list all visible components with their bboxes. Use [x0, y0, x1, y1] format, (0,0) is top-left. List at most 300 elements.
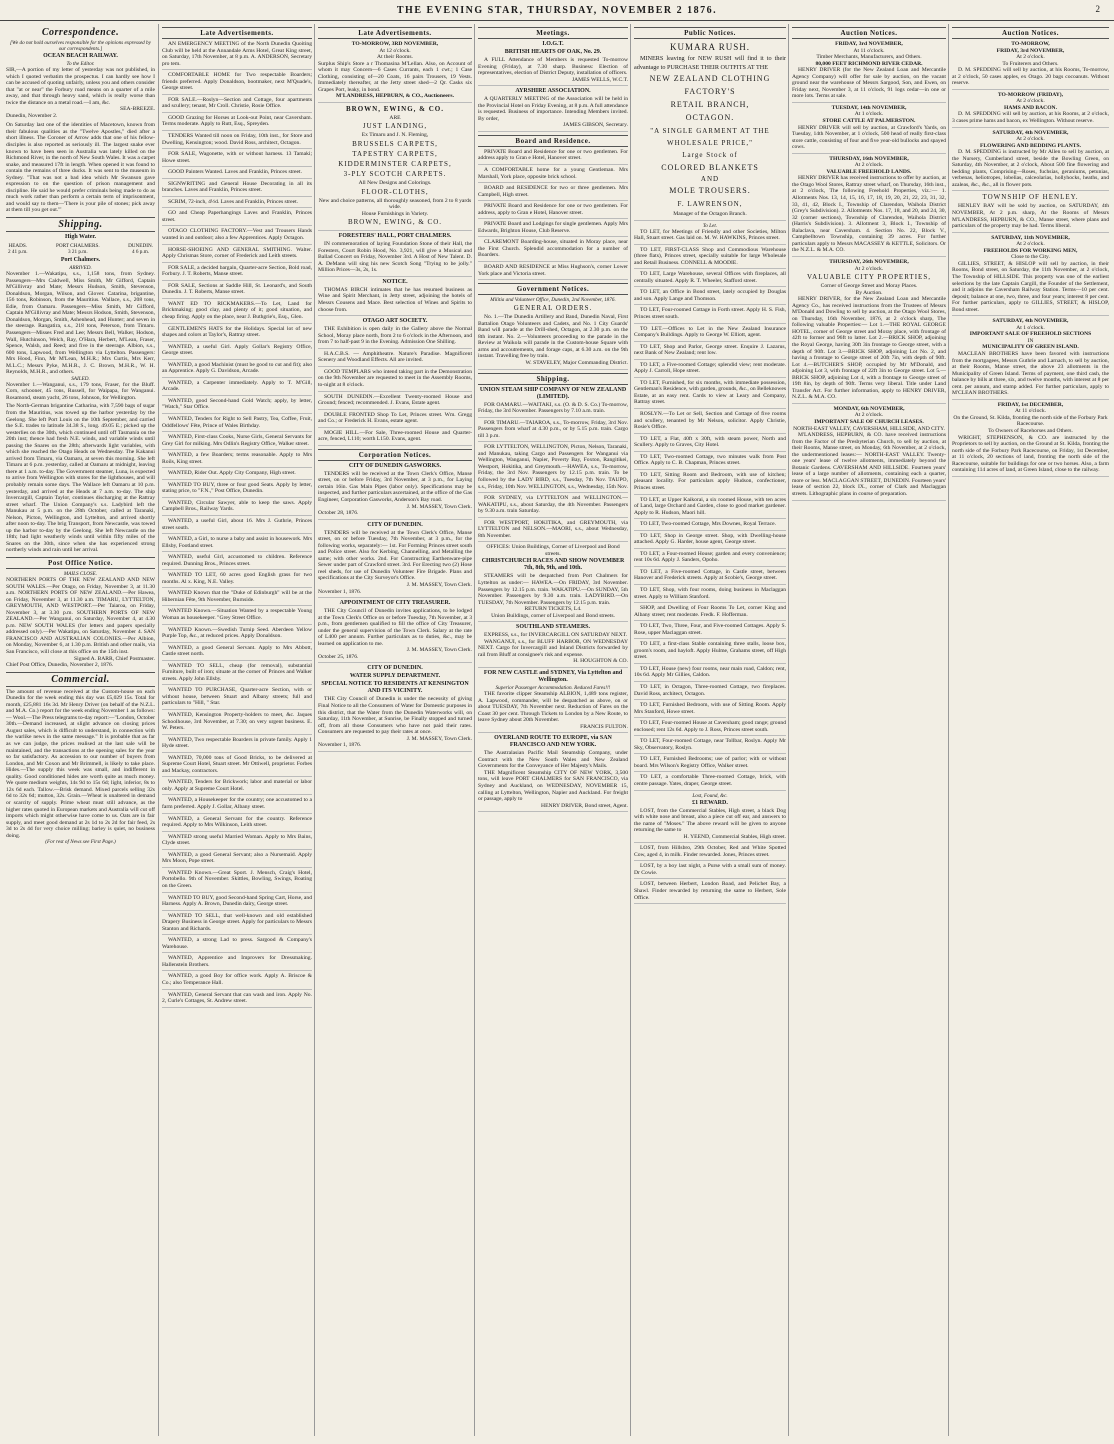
- ayrshire-ad: [478, 88, 628, 132]
- to-let-ad-text: TO LET, Four-roomed Cottage in Forth street. Apply H. S. Fish, Princes street south.: [634, 307, 786, 321]
- treasurer-heading: APPOINTMENT OF CITY TREASURER.: [339, 600, 451, 607]
- kumara-text: MINERS leaving for NEW RUSH will find it to their advantage to PURCHASE THEIR OUTFITS AT THE: [634, 55, 786, 71]
- shipping-ads-heading: Shipping.: [478, 373, 628, 385]
- ad-text: D. M. SPEDDING will sell by auction, at his Rooms, at 2 o'clock, 3 cases prime hams and bacon, ex Wellington. Without reserve.: [952, 111, 1109, 125]
- ad-line: IMPORTANT SALE OF FREEHOLD SECTIONS: [969, 331, 1092, 338]
- overland-heading: OVERLAND ROUTE TO EUROPE, via SAN FRANCISCO AND NEW YORK.: [494, 735, 612, 749]
- ad-line: At 2 o'clock.: [854, 265, 884, 272]
- reward-heading: £1 REWARD.: [692, 799, 728, 806]
- ad-line: At 12 o'clock.: [379, 47, 411, 54]
- classified-ad: [162, 536, 312, 552]
- ad-line: FLOWERING AND BEDDING PLANTS.: [979, 142, 1081, 149]
- shipping-heading: Shipping.: [6, 217, 155, 232]
- ad-line: At 2 o'clock.: [1016, 98, 1045, 105]
- single-garment-slogan: "A SINGLE GARMENT AT THE WHOLESALE PRICE,": [650, 127, 770, 147]
- ad-text: GILLIES, STREET, & HISLOP will sell by auction, in their Rooms, Bond street, on Saturday, the 11th November, at 2 o'clock, The Township of HILLSIDE. This property was one of the earliest selections by the late Captain Cargill, the Founder of the Settlement, and it adjoins the Caversham Railway Station. Terms—10 per cent. deposit; balance at one, two, three, and four years; interest 8 per cent. For further particulars, apply to GILLIES, STREET, & HISLOP, Bond street.: [952, 260, 1109, 313]
- union-sailings-list: [478, 402, 628, 543]
- to-let-ad: [634, 720, 786, 736]
- ad-line: TO-MORROW,: [1011, 41, 1050, 47]
- ad-line: IN: [1027, 337, 1034, 344]
- post-office-heading: Post Office Notice.: [6, 557, 155, 569]
- classified-ad: [162, 712, 312, 735]
- classified-ad: [162, 834, 312, 850]
- classified-ad: [162, 362, 312, 378]
- ad-line: 80,000 FEET RICHMOND RIVER CEDAR.: [815, 60, 923, 67]
- iogt-ad: [478, 41, 628, 86]
- southland-text: EXPRESS, s.s., for INVERCARGILL ON SATURDAY NEXT.: [484, 632, 628, 639]
- to-let-ad-text: TO LET, for Meetings of Friendly and other Societies, Milton Hall, Stuart street. Gas laid on. M. W. HAWKINS, Princes street.: [634, 228, 786, 242]
- militia-text: No. 1.—The Dunedin Artillery and Band, Dunedin Naval, First Battalion Otago Volunteers and Cadets, and No. 1 City Guards' Band will parade at the Drill-shed, Octagon, at 2.30 p.m. on the 8th instant. No. 2.—Volunteers proceeding to the parade in the Review at Waikola will parade in the Custom-house Square with arms and accoutrements, and forage caps, at 6.30 a.m. on the 9th instant. Travelling free by train.: [478, 314, 628, 360]
- shipping-news: The North-German brigantine Catharina, with 7,590 bags of sugar from the Mauritius, was towed up the harbor yesterday by the Geelong. She left Port Louis on the 10th September, and carried the S.E. trades to latitude 34.38 S., long. 49.05 E.; picked up the westerlies on the 30th, which continued until off Tasmania on the 20th inst; thence had fresh N.E. winds, and variable winds until passing the Snares on the 28th; afterwards light variables, with which she reached the Otago Heads on Wednesday. The Kakanui arrived from Timaru, via Oamaru, at seven this morning. She left Timaru at 6 p.m. yesterday, called at Oamaru at midnight, leaving there at 1 a.m. to-day. The Government steamer, Luna, is expected to arrive from Wellington with stores for the lighthouses, and will probably remain some days. The Wallace left Oamaru at 10 p.m. yesterday, and arrived at the Heads at 7 a.m. to-day. The ship Invercargill, Captain Taylor, continues discharging at the Rattray street wharf. The Union Company's s.s. Ladybird left the Manukau at 5 p.m. on the 28th October, called at Taranaki, Nelson, Picton, Wellington, and Lyttelton, and arrived shortly after noon to-day. The brig Transport, from Newcastle, was towed up the harbor to-day by the Geelong. She left Newcastle on the 18th; had light weatherly winds until within fifty miles of the Snares on the 30th, since when she has experienced strong northerly winds and rain until her arrival.: [6, 403, 155, 554]
- to-let-ad: [634, 587, 786, 603]
- board-ad: [478, 264, 628, 280]
- to-let-ad-text: SHOP, and Dwelling of Four Rooms To Let, corner King and Albany street; rent moderate. Fredk. F. Hofferman.: [634, 605, 786, 618]
- late-ads-heading: Late Advertisements.: [162, 27, 312, 39]
- sailing-ad: [478, 402, 628, 418]
- ad-line: At 1 o'clock.: [1016, 324, 1045, 331]
- masthead: [0, 0, 1114, 21]
- column-6: [788, 24, 949, 1436]
- ad-line: New and choice patterns, all thoroughly seasoned, from 2 to 8 yards wide.: [318, 197, 472, 211]
- board-residence-heading: Board and Residence.: [478, 135, 628, 147]
- classified-ad: [162, 645, 312, 661]
- classified-ad-text: WANT ED TO RICKMAKERS.—To Let, Land for Brickmaking; good clay, and plenty of it; good situation, and cheap firing. Apply on the place, near J. Buthgrie's, Esq., Glen.: [162, 300, 312, 320]
- to-let-ad: [634, 229, 786, 245]
- iogt-heading: I.O.G.T.: [542, 41, 564, 47]
- misc-ad: [318, 369, 472, 392]
- ad-text: WRIGHT, STEPHENSON, & CO. are instructed by the Proprietors to sell by auction, on the Ground at St. Kilda, fronting the north side of the Forbury Park Racecourse, on Friday, 1st December, at 11 o'clock, 20 sections of land, fronting the north side of the Racecourse, suitable for buildings for one or two horses. Also, a farm containing 114 acres of land, at Green Island, close to the railway.: [952, 434, 1109, 474]
- classified-ad-text: OTAGO CLOTHING FACTORY.—Vest and Trousers Hands wanted in and outdoor; also a few Apprentices. Apply Octagon.: [162, 228, 312, 242]
- classified-ad-text: TENDERS Wanted till noon on Friday, 10th inst., for Store and Dwelling, Kensington; wood. David Ross, architect, Octagon.: [162, 133, 312, 146]
- water-special-notice: SPECIAL NOTICE TO RESIDENTS AT KENSINGTON AND ITS VICINITY.: [321, 681, 469, 695]
- classified-ad-text: WANTED, General Servant that can wash and iron. Apply No. 2, Curle's Cottages, St. Andrew street.: [162, 991, 312, 1005]
- classified-ad-text: WANTED, a Carpenter immediately. Apply to T. M'Gill, Arcade.: [162, 379, 312, 393]
- sailing-ad-text: FOR WESTPORT, HOKITIKA, and GREYMOUTH, via LYTTELTON and NELSON.—MAORI, s.s., about Wednesday, 8th November.: [478, 519, 628, 539]
- city-new-york-text: THE Magnificent Steamship CITY OF NEW YORK, 3,500 tons, will leave PORT CHALMERS for SAN FRANCISCO, via Sydney and Auckland, on WEDNESDAY, NOVEMBER 15, calling at Lyttelton, Wellington, Napier and Auckland. For freight or passage, apply to: [478, 769, 628, 803]
- to-let-ad: [634, 411, 786, 434]
- ad-text: HENRY DRIVER will sell by auction, at Crawford's Yards, on Tuesday, 14th November, at 1 o'clock, 500 head of really first-class store cattle, consisting of four and five year-old bullocks and spayed cows.: [792, 124, 946, 151]
- classified-ad-text: WANTED, a useful Girl. Apply Gollar's Registry Office, George street.: [162, 343, 312, 357]
- races-text: STEAMERS will be despatched from Port Chalmers for Lyttelton as under:— HAWEA.—On FRIDAY, 3rd November. Passengers by 12.15 p.m. train. WAKATIPU.—On SUNDAY, 5th November. Passengers by 9.30 a.m. train. LADYBIRD.—On TUESDAY, 7th November. Passengers by 12.15 p.m. train.: [478, 573, 628, 606]
- post-date: Chief Post Office, Dunedin, November 2, 1876.: [6, 662, 114, 669]
- classified-ad-text: GENTLEMEN'S HATS for the Holidays. Special lot of new shapes and colors at Taylor's, Rattray street.: [162, 325, 312, 339]
- kumara-heading: KUMARA RUSH.: [669, 42, 750, 52]
- ad-line: At their Rooms.: [377, 54, 413, 61]
- page-number: 2: [1095, 4, 1100, 14]
- to-let-ad-text: TO LET, a Five-roomed Cottage, in Castle street, between Hanover and Frederick streets. Apply at Scobie's, George street.: [634, 568, 786, 582]
- classified-ad: [162, 416, 312, 432]
- sailing-ad-text: FOR LYTTELTON, WELLINGTON, Picton, Nelson, Taranaki, and Manukau, taking Cargo and Passengers for Wanganui via Wellington, Wanganui, Napier, Poverty Bay, Foxton, Rangitikei, Westport, Hokitika, and Greymouth.—HAWEA, s.s., To-morrow, Friday, the 3rd Nov. Passengers by 12.15 p.m. train. To be followed by the LADY BIRD, s.s., Tuesday, 7th Nov. TAUPO, s.s., Friday, 10th Nov. WELLINGTON, s.s., Wednesday, 15th Nov.: [478, 444, 628, 490]
- classified-ad-text: WANTED, Two respectable Boarders in private family. Apply 1 Hyde street.: [162, 736, 312, 750]
- classified-ads-list: [162, 41, 312, 1008]
- classified-ad-text: WANTED TO BUY, three or four good Seats. Apply by letter, stating price, to "F.N.," Post Office, Dunedin.: [162, 481, 312, 495]
- correspondence-heading: Correspondence.: [41, 27, 120, 38]
- letter-date: Dunedin, November 2.: [6, 112, 58, 119]
- art-society-text: THE Exhibition is open daily in the Gallery above the Normal School, Moray place north, from 2 to 6 o'clock in the Afternoon, and from 7 to half-past 9 in the Evening. Admission One Shilling.: [318, 326, 472, 346]
- sailed-text: November 1.—Wanganui, s.s., 179 tons, Fraser, for the Bluff. Corn, schooner, 45 tons, Russell, for Waipapa, for Wanganui. Rosamond, steam yacht, 26 tons, Johnson, for Wellington.: [6, 381, 155, 401]
- art-society-heading: OTAGO ART SOCIETY.: [362, 318, 428, 325]
- to-let-ad-text: TO LET, Four-roomed Cottage, near Tollbar, Roslyn. Apply Mr Sky, Observatory, Roslyn.: [634, 738, 786, 751]
- classified-ad: [162, 210, 312, 226]
- commercial-text: The amount of revenue received at the Custom-house on each Dunedin for the week ending this day was £5,029 15s. Total for month, £25,881 16s 3d. Mr Henry Driver (on behalf of the N.Z.L. and M.A. Co.) report for the week ending November 1 as follows:— Wool.—The Press telegrams to-day report:—"London, October 30th.—Demand increased, at slight advance on closing prices August sales, which is difficult to understand, in connection with the warlike news in the same message." It is probable that as far as we can judge, the prices realised at the last sale will be maintained, and the transactions at the opening sales for the year so far satisfactory. As accession to our number of buyers from London, and Mr Coxon and Mr Brimmell, is likely to take place. Hides.—The supply this week was small, and indifferent in quality. Good conditioned hides are worth quite as much money. We quote medium weights, 14s 9d to 15s 6d; light, inferior, 8s to 12s 6d each. Tallow.—Brisk demand. Mixed parcels selling 32s 6d to 32s 6d; mutton, 32s. Grain.—Wheat is unaltered in demand or scarcity of supply. Prime wheat must still advance, as the higher rates quoted in European markets and Australia will cut off imports which might otherwise have come to us. Oats are in fair supply, and meet good demand at 2s 1d to 2s 2d for fair feed, 2s 3d to 2s 4d for very choice milling; barley is quiet, no business doing.: [6, 688, 155, 839]
- ad-line: At 2 o'clock.: [1016, 136, 1045, 143]
- classified-ad-text: WANTED, 70,000 tons of Good Bricks, to be delivered at Supreme Court Hotel, Stuart street. Mr Ottiwell, proprietor. Forbes and Mackay, contractors.: [162, 754, 312, 774]
- water-subheading: WATER SUPPLY DEPARTMENT.: [349, 673, 441, 680]
- to-let-ad: [634, 289, 786, 305]
- ad-line: IMPORTANT SALE OF CHURCH LEASES.: [814, 418, 924, 425]
- to-let-ad: [634, 362, 786, 378]
- board-ad: [478, 203, 628, 219]
- classified-ad: [162, 482, 312, 498]
- to-let-ad-text: TO LET, Shop and Parlor, George street. Enquire J. Lazarus, next Bank of New Zealand; rent low.: [634, 343, 786, 357]
- misc-ads-list: [318, 351, 472, 446]
- classified-ad: [162, 895, 312, 911]
- classified-ad-text: SIGNWRITING and General House Decorating in all its branches. Laves and Franklin, Princes street.: [162, 180, 312, 194]
- to-let-ad-text: TO LET, a first-class Stable containing three stalls, loose box, groom's room, and hayloft. Apply Hulme, Grahams street, off High street.: [634, 641, 786, 661]
- editor-note: [We do not hold ourselves responsible for the opinions expressed by our correspondents.]: [10, 40, 151, 52]
- column-4: [474, 24, 631, 1436]
- to-let-ad-text: TO LET, a comfortable Three-roomed Cottage, brick, with centre passage. Yates, draper, George street.: [634, 774, 786, 787]
- return-tickets: RETURN TICKETS, L4.: [524, 606, 582, 613]
- classified-ad: [162, 41, 312, 70]
- classified-ad: [162, 663, 312, 686]
- gasworks-date: October 28, 1876.: [318, 510, 359, 517]
- meetings-heading: Meetings.: [478, 27, 628, 39]
- board-ad: [478, 221, 628, 237]
- government-notices-heading: Government Notices.: [478, 283, 628, 295]
- stock-line: MOLE TROUSERS.: [669, 186, 751, 195]
- ad-line: STORE CATTLE AT PALMERSTON.: [822, 118, 916, 125]
- gasworks-ad: [318, 463, 472, 520]
- classified-ad-text: WANTED, a strong Lad to press. Sargood & Company's Warehouse.: [162, 937, 312, 950]
- to-let-ad: [634, 738, 786, 754]
- ad-text: HENRY DRIVER, for the New Zealand Loan and Mercantile Agency Co., has received instructions from the Trustees of Messrs M'Donald and Dowling to sell by auction, at the Otago Wool Stores, on Thursday, 16th November, 1876, at 2 o'clock sharp, The following valuable Properties:— Lot 1.—THE ROYAL GEORGE HOTEL, corner of George street and Moray place, with frontage of 42ft to former and 96ft to latter. Lot 2.—BRICK SHOP, adjoining the Royal George, having 30ft 3in frontage to George street, with a depth of 90ft. Lot 3.—BRICK SHOP, adjoining Lot No. 2, and having a frontage to George street of 20ft 7in, with depth of 90ft. Lot 4.—BUTCHER'S SHOP, occupied by Mr M'Donald, and adjoining Lot 3, with frontage of 22ft 3in to George street. Lot 5.—BRICK SHOP, adjoining Lot 4, with a frontage to George street of 19ft 8in, by depth of 90ft. Terms very liberal. Title under Land Transfer Act. For further information, apply to HENRY DRIVER, N.Z.L. & M.A. CO.: [792, 296, 946, 401]
- classified-ad-text: WANTED, a Housekeeper for the country; one accustomed to a farm preferred. Apply J. Gollar, Albany street.: [162, 797, 312, 811]
- ad-line: MONDAY, 6th NOVEMBER,: [833, 405, 905, 412]
- board-ad-text: PRIVATE Board and Residence for one or two gentlemen. For address, apply to Gran e Hotel, Hanover street.: [478, 203, 628, 216]
- treasurer-text: THE City Council of Dunedin invites applications, to be lodged at the Town Clerk's Office on or before Tuesday, 7th November, at 3 p.m., from gentlemen qualified to fill the office of City Treasurer, under the general supervision of the Town Clerk. Salary at the rate of L400 per annum. Further particulars as to duties, &c., may be learned on application to me.: [318, 608, 472, 647]
- arrived-label: ARRIVED.: [69, 265, 92, 272]
- tide-header: DUNEDIN.: [128, 243, 153, 250]
- water-signature: J. M. MASSEY, Town Clerk.: [406, 735, 472, 742]
- ad-line: At 2 o'clock.: [1016, 241, 1045, 248]
- classified-ad: [162, 181, 312, 197]
- tide-table: [6, 242, 155, 256]
- lost-shawl-text: LOST, between Herbert, London Road, and Pelichet Bay, a Shawl. Finder rewarded by returning the same to Herbert, Sole Office.: [634, 881, 786, 901]
- ad-signature: M'LANDRESS, HEPBURN, & CO., Auctioneers.: [336, 93, 454, 100]
- ayrshire-heading: AYRSHIRE ASSOCIATION.: [515, 88, 591, 95]
- wanganui-signature: H. HOUGHTON & CO.: [573, 658, 628, 665]
- ad-text: MACLEAN BROTHERS have been favored with instructions from the mortgagees, Messrs Guthrie and Larnach, to sell by auction, at their Rooms, Manse street, the above 23 allotments in the Municipality of Green Island. Terms of payment, one third cash, the balance by bills at three, six, and twelve months, with interest at 8 per cent. per annum, and stamp added. For further particulars, apply to M'CLEAN BROTHERS.: [952, 350, 1109, 397]
- misc-ad: [318, 394, 472, 410]
- water-supply-ad: [318, 665, 472, 751]
- tide-dunedin: [128, 243, 153, 255]
- racehorses-ad: [952, 402, 1109, 477]
- classified-ad-text: WANTED, a good Boy for office work. Apply A. Briscoe & Co.; also Temperance Hall.: [162, 973, 312, 986]
- column-7: [948, 24, 1112, 1436]
- to-let-ad: [634, 702, 786, 718]
- ad-line: Close to the City.: [1011, 254, 1050, 261]
- misc-ad-text: DOUBLE FRONTED Shop To Let, Princes street. Wm. Gregg and Co.; or Frederick H. Evans, estate agent.: [318, 411, 472, 425]
- militia-signature: W. STAVELEY, Major Commanding District.: [525, 359, 628, 366]
- ad-line: MUNICIPALITY OF GREEN ISLAND.: [982, 344, 1079, 351]
- ad-line: At 2 o'clock.: [854, 162, 884, 169]
- classified-ad: [162, 452, 312, 468]
- lost-purse-text: LOST, by a boy last night, a Purse with a small sum of money. Dr Cowie.: [634, 863, 786, 876]
- to-let-ad: [634, 569, 786, 585]
- classified-ad: [162, 937, 312, 953]
- classified-ad: [162, 973, 312, 989]
- classified-ad-text: WANTED, Kensington Property-holders to meet, &c. Jaques Schoolhouse, 3rd November, at 7.30; on very urgent business. E. W. Peters.: [162, 712, 312, 732]
- to-let-ad: [634, 472, 786, 495]
- notice-text: THOMAS BIRCH intimates that he has resumed business as Wine and Spirit Merchant, in Jetty street, adjoining the hotels of Messrs Cousens and Mace. Best selection of Wines and Spirits to choose from.: [318, 286, 472, 313]
- factory-name: NEW ZEALAND CLOTHING: [649, 74, 771, 83]
- overland-route-ad: [478, 735, 628, 812]
- general-orders-title: GENERAL ORDERS.: [513, 304, 593, 313]
- races-heading: CHRISTCHURCH RACES AND SHOW NOVEMBER 7th, 8th, 9th, and 10th.: [481, 558, 625, 572]
- ad-line: FRIDAY, 3rd NOVEMBER,: [835, 41, 903, 47]
- classified-ad: [162, 554, 312, 570]
- classified-ad-text: WANTED, a good General Servant; also a Nursemaid. Apply Mrs Moon, Pope street.: [162, 851, 312, 865]
- church-leases-ad: [792, 406, 946, 501]
- column-3: [314, 24, 475, 1436]
- gasworks-heading: CITY OF DUNEDIN GASWORKS.: [348, 462, 442, 469]
- sailing-ad: [478, 495, 628, 518]
- albion-subheading: Superior Passenger Accommodation. Reduced Fares!!!: [495, 685, 611, 691]
- classified-ad-text: WANTED Known.—Situation Wanted by a respectable Young Woman as housekeeper. "Grey Street Office.: [162, 608, 312, 621]
- to-let-ad-text: TO LET, Two, Three, Four, and Five-roomed Cottages. Apply S. Rose, upper Maclaggan street.: [634, 623, 786, 636]
- to-let-ad: [634, 380, 786, 409]
- classified-ad: [162, 151, 312, 167]
- board-ad: [478, 185, 628, 201]
- to-let-ad-text: TO LET, House (new) four rooms, near main road, Caldon; rent, 10s 6d. Apply Mr Gillies, Caldon.: [634, 665, 786, 679]
- to-let-ad: [634, 666, 786, 682]
- classified-ad-text: GO and Cheap Paperhangings Laves and Franklin, Princes street.: [162, 210, 312, 223]
- classified-ad-text: HORSE-SHOEING AND GENERAL SMITHING. Walter. Apply Chrismas Store, corner of Frederick and Leith streets.: [162, 246, 312, 260]
- misc-ad: [318, 430, 472, 446]
- ayrshire-text: A QUARTERLY MEETING of the Association will be held in the Provincial Hotel on Friday Evening, at 8 p.m. A full attendance is requested. Business of importance. Intending Members invited. By order,: [478, 96, 628, 122]
- ad-line: VALUABLE FREEHOLD LANDS.: [826, 168, 912, 175]
- classified-ad-text: WANTED, a General Servant for the country. Reference required. Apply to Mrs Wilkinson, Leith street.: [162, 815, 312, 829]
- factory-name: FACTORY'S: [684, 87, 736, 96]
- classified-ad: [162, 816, 312, 832]
- letter-body: SIR,—A portion of my letter of yesterday was not published, in which I quoted verbatim the prospectus. I can hardly see how I can be accused of quoting unfairly, unless you and others consider that "at or near" the Forbury road means on a quarter of a mile away, and that through heavy sand, which is really worse than twice the distance on a metal road.—I am, &c.: [6, 67, 155, 106]
- board-ad-text: A COMFORTABLE home for a young Gentleman. Mrs Marshall, York place, opposite brick school.: [478, 167, 628, 180]
- lost-found-heading: Lost, Found, &c.: [692, 792, 728, 799]
- ad-line: FREEHOLDS FOR WORKING MEN,: [983, 247, 1078, 254]
- classified-ad-text: FOR SALE, a decided bargain, Quarter-acre Section, Bold road, Forbury. J. T. Roberts, Manse street.: [162, 264, 312, 278]
- classified-ad: [162, 344, 312, 360]
- ad-text: HENLEY BAY will be sold by auction, on SATURDAY, 4th NOVEMBER, At 2 p.m. sharp, At the Rooms of Messrs M'LANDRESS, HEPBURN, & CO., Manse street, where plans and particulars of the property may be had. Terms liberal.: [952, 203, 1109, 230]
- races-ad: [478, 558, 628, 622]
- tide-value: 4 6 p.m.: [132, 249, 150, 256]
- militia-heading: Militia and Volunteer Office, Dunedin, 2nd November, 1876.: [490, 297, 616, 304]
- stock-line: AND: [700, 175, 720, 183]
- classified-ad: [162, 955, 312, 971]
- to-let-ad: [634, 454, 786, 470]
- ad-line: BRUSSELS CARPETS,: [352, 140, 438, 149]
- classified-ad: [162, 434, 312, 450]
- classified-ad-text: FOR SALE, Wagonette, with or without harness. 13 Tamaki; Howe street.: [162, 151, 312, 164]
- ad-line: Timber Merchants, Manufacturers, and Others.: [816, 54, 922, 61]
- to-let-ad-text: TO LET, Four-roomed House at Caversham; good range; ground enclosed; rent 12s 6d. Apply to J. Ross, Princes street south.: [634, 720, 786, 733]
- commercial-heading: Commercial.: [6, 672, 155, 687]
- classified-ad-text: WANTED, Circular Sawyer, able to keep the saws. Apply Campbell Bros., Railway Yards.: [162, 499, 312, 513]
- city-tenders-signature: J. M. MASSEY, Town Clerk.: [406, 581, 472, 588]
- city-tenders-text: TENDERS will be received at the Town Clerk's Office, Manse street, on or before Tuesday, 7th November, at 3 p.m., for the following works, separately:— 1st. For Forming Princes street south and Police street. Also for Kerbing, Channelling, and Metalling the same; with other works. 2nd. For Constructing Earthenware-pipe Sewer under part of Crawford street. 3rd. For Erecting two (2) Hose reel sheds, for use of Dunedin Volunteer Fire Brigade. Plans and specifications at the City Surveyor's Office.: [318, 529, 472, 582]
- to-let-ad: [634, 641, 786, 664]
- classified-ad: [162, 627, 312, 643]
- page-title: THE EVENING STAR, THURSDAY, NOVEMBER 2 1876.: [396, 4, 718, 16]
- manager-name: F. LAWRENSON,: [677, 200, 743, 208]
- column-5: [630, 24, 789, 1436]
- arrivals-text: November 1.—Wakatipu, s.s., 1,158 tons, from Sydney. Passengers—Mrs Caldwell, Miss Smith, Mr Gifford, Captain M'Gillivray and Mate; Messrs Hudson, Smith, Stevenson, Donaldson, Morgan, Wilson, and Glover. Catarina, brigantine, 156 tons, Robinson, from the Mauritius. Wallace, s.s., 208 tons, Edie, from Oamaru. Passengers—Miss Smith, Mr Gifford, Captain M'Gillivray and Mate; Messrs Hodson, Smith, Stevenson, Donaldson, Morgan, Smith, Ashenhead, and Hunter; and seven in the steerage. Rangatira, s.s., 218 tons, Peterson, from Timaru. Passengers—Misses Fred and Lee; Messrs Bell, Walker, Hodson, Wall, Hutchinson, Welch, Ray, O'Hara, Herbert, M'Lean, Fraser, Spence, Walsh, and Reed; and five in the steerage. Albion, s.s., 600 tons, Lapwood, from Wellington via Lyttelton. Passengers: Mrs Hood, Finn, Mr M'Lean, M.H.R.; Mrs Curtis, Mrs Kerr, M.L.C.; Messrs Pyke, M.H.R., J. C. Brown, M.H.R., W. H. Reynolds, M.H.R., and others.: [6, 271, 155, 376]
- to-let-list: [634, 229, 786, 791]
- factory-name: RETAIL BRANCH,: [670, 100, 750, 109]
- board-ad-text: BOARD AND RESIDENCE at Miss Hughson's, corner Lower York place and Victoria street.: [478, 264, 628, 277]
- ad-line: FLOOR-CLOTHS,: [361, 187, 429, 196]
- ad-line: TUESDAY, 14th NOVEMBER,: [831, 104, 907, 111]
- water-text: THE City Council of Dunedin is under the necessity of giving Final Notice to all the Consumers of Water for Domestic purposes in this district, that the Water from the Dunedin Waterworks will, on Saturday, 11th November, at Sunrise, be Finally stopped and turned off, from all those Consumers who have not paid their rates. Consumers are requested to pay their rates at once.: [318, 696, 472, 736]
- misc-ad-text: GOOD TEMPLARS who intend taking part in the Demonstration on the 9th November are requested to meet in the Assembly Rooms, to-night at 8 o'clock.: [318, 368, 472, 388]
- letter-title: OCEAN BEACH RAILWAY.: [43, 53, 118, 59]
- ad-line: FRIDAY, 1st DECEMBER,: [997, 401, 1064, 408]
- to-let-ad-text: TO LET, an Office in Bond street, lately occupied by Douglas and son. Apply Lange and Thomson.: [634, 289, 786, 302]
- classified-ad: [162, 72, 312, 95]
- albion-ad: [478, 670, 628, 733]
- tide-value: 3 21 p.m.: [68, 249, 88, 256]
- ad-line: House Furnishings in Variety.: [361, 210, 429, 217]
- board-ad-text: BOARD and RESIDENCE for two or three gentlemen. Mrs Campbell, High street.: [478, 185, 628, 198]
- to-let-ad-text: TO LET, a Four-roomed House; garden and every convenience; rent 10s 6d. Apply J. Sanders, Opoho.: [634, 550, 786, 564]
- classified-ad-text: WANTED, a useful Girl, about 16. Mrs J. Guthrie, Princes street south.: [162, 517, 312, 531]
- ad-line: Ex Timaru and J. N. Fleming,: [361, 132, 429, 139]
- lost-cow-text: LOST, from Hillsbro, 29th October, Red and White Spotted Cow, aged 4, in milk. Finder rewarded. Jones, Princes street.: [634, 845, 786, 858]
- mails-close-label: MAILS CLOSE.: [63, 571, 98, 577]
- classified-ad-text: WANTED, Tenders for Right to Sell Pastry, Tea, Coffee, Fruit, Oddfellows' Fête, Prince of Wales Birthday.: [162, 415, 312, 429]
- to-let-ad-text: TO LET, Furnished Bedroom, with use of Sitting Room. Apply Mrs Stanford, Howe street.: [634, 702, 786, 715]
- ad-line: At 2 o'clock.: [854, 412, 884, 419]
- board-ad-text: PRIVATE Board and Lodgings for single gentlemen. Apply Mrs Edwards, Brighton House, Club Reserve.: [478, 221, 628, 234]
- notice-heading: NOTICE.: [382, 278, 408, 285]
- ad-line: To Fruiterers and Others.: [1002, 60, 1059, 67]
- classified-ad: [162, 590, 312, 606]
- ad-line: On the Ground, St. Kilda, fronting the north side of the Forbury Park Racecourse.: [953, 414, 1108, 428]
- treasurer-ad: [318, 600, 472, 663]
- misc-ad-text: SOUTH DUNEDIN.—Excellent Twenty-roomed House and Ground; fenced; recommended. J. Evans, Estate agent.: [318, 393, 472, 407]
- to-let-ad: [634, 271, 786, 287]
- classified-ad: [162, 283, 312, 299]
- classified-ad: [162, 572, 312, 588]
- to-let-ad-text: TO LET.—Offices to Let in the New Zealand Insurance Company's Buildings. Apply to George W. Elliott, agent.: [634, 325, 786, 339]
- auction-notices-heading: Auction Notices.: [792, 27, 946, 39]
- foresters-text: IN commemoration of laying Foundation Stone of their Hall, the Foresters, Court Robin Hood, No. 3,921, will give a Musical and Ballad Concert on Friday, November 3rd. A Host of New Talent. D. A. DeMann will sing his new Scotch Song "Trying to be jolly." Million Prices—3s, 2s, 1s.: [318, 241, 472, 274]
- plants-auction-ad: [952, 130, 1109, 192]
- letter-to: To the Editor.: [66, 61, 95, 67]
- to-let-ad-text: TO LET, Sitting Room and Bedroom, with use of kitchen; pleasant locality. For particulars apply Hudson, confectioner, Princes street.: [634, 471, 786, 491]
- board-ad-text: PRIVATE Board and Residence for one or two gentlemen. For address apply to Gran e Hotel, Hanover street.: [478, 148, 628, 162]
- classified-ad-text: WANTED Known.—Great Sport. J. Mensch, Craig's Hotel, Portobello. 9th of November. Skittles, Bowling, Swings, Boating on the Green.: [162, 869, 312, 889]
- to-let-ad: [634, 774, 786, 790]
- late-ads-heading-2: Late Advertisements.: [318, 27, 472, 39]
- township-henley-ad: [952, 193, 1109, 232]
- ad-line: At 2 o'clock.: [1016, 54, 1045, 61]
- news-paragraphs: On Saturday last one of the identities of Macetown, known from their fabulous qualities as the "Twelve Apostles," died after a short illness. The Coroner of Arrow adds that one of his fellow-disciples is also reported as seriously ill. The largest snake ever known to have been seen in Australia was lately killed on the Richmond River, in the north of New South Wales. It was a carpet snake, and measured 17ft in length. When opened it was found to contain the remains of three ducks. It was sent to the museum in Sydney. "That was not a bad idea which Mr Swanson gave expression to on the question of prison management and discipline. He said he would prefer criminals being made to do as much work rather than perform a certain term of imprisonment, and would say to them—'There is your pile of stones; pick away at them till you get out.'": [6, 122, 155, 214]
- ad-text: D. M. SPEDDING will sell by auction, at his Rooms, To-morrow, at 2 o'clock, 50 cases apples, ex Otago. 20 bags cocoanuts. Without reserve.: [952, 67, 1109, 87]
- letter-signature: SEA-BREEZE.: [120, 106, 155, 113]
- classified-ad-text: FOR SALE, Sections at Saddle Hill, St. Leonard's, and South Dunedin. J. T. Roberts, Manse street.: [162, 282, 312, 296]
- tide-value: 2 41 p.m.: [8, 249, 28, 256]
- classified-ad: [162, 115, 312, 131]
- classified-ad-text: WANTED Known that the "Duke of Edinburgh" will be at the Hibernian Fête, 9th November, Burnside.: [162, 590, 312, 603]
- classified-ad-text: WANTED, a Girl, to nurse a baby and assist in housework. Mrs Ellsby, Footland street.: [162, 536, 312, 549]
- misc-ad: [318, 351, 472, 367]
- misc-ad-text: H.A.C.B.S. — Amphitheatre. Nature's Paradise. Magnificent Scenery and Woodland Effects. All are invited.: [318, 350, 472, 364]
- classified-ad: [162, 518, 312, 534]
- column-1: [3, 24, 158, 1436]
- classified-ad: [162, 398, 312, 414]
- classified-ad-text: COMFORTABLE HOME for Two respectable Boarders; friends preferred. Apply Donaldson, bootmaker, next M'Quade's, George street.: [162, 72, 312, 92]
- store-cattle-ad: [792, 105, 946, 154]
- factory-name: OCTAGON.: [685, 113, 735, 122]
- reward-ad: [634, 800, 786, 844]
- misc-ad: [318, 412, 472, 428]
- rest-of-news-note: (For rest of News see First Page.): [45, 839, 116, 846]
- ad-line: At 11 o'clock.: [1014, 408, 1047, 415]
- gasworks-text: TENDERS will be received at the Town Clerk's Office, Manse street, on or before Friday, 3rd November, at 3 p.m., for Laying certain 16in. Gas Main Pipes (labor only). Specifications may be inspected, and further particulars ascertained, at the office of the Gas Engineer, Corporation Gasworks, Anderson's Bay road.: [318, 470, 472, 503]
- wanganui-text: WANGANUI, s.s., for BLUFF HARBOR, ON WEDNESDAY NEXT. Cargo for Invercargill and Inland Districts forwarded by rail from Bluff at consignee's risk and expense.: [478, 638, 628, 658]
- albion-heading: FOR NEW CASTLE and SYDNEY, Via Lyttelton and Wellington.: [483, 670, 623, 683]
- lost-cow-ad: [634, 845, 786, 861]
- sailing-ad: [478, 520, 628, 543]
- ad-line: Corner of George Street and Moray Places.: [820, 283, 918, 290]
- to-let-ad-text: TO LET, FIRST-CLASS Shop and Commodious Warehouse (three flats), Princes street, specially suitable for large Wholesale and Retail Business. CONNELL & MOODIE.: [634, 246, 786, 266]
- to-let-ad: [634, 623, 786, 639]
- to-let-ad-text: ROSLYN.—To Let or Sell, Section and Cottage of five rooms and scullery, tenanted by Mr Nelson, solicitor. Apply Christie, Rosie's Office.: [634, 411, 786, 431]
- to-let-ad: [634, 521, 786, 531]
- ad-line: SATURDAY, 11th NOVEMBER,: [991, 234, 1070, 241]
- classified-ad-text: WANTED, useful Girl, accustomed to children. Reference required. Dunning Bros., Princes street.: [162, 554, 312, 567]
- to-let-heading: To Let.: [702, 222, 718, 229]
- to-let-ad: [634, 436, 786, 452]
- classified-ad-text: WANTED, Rider Out. Apply City Company, High street.: [168, 470, 296, 477]
- sailing-ad-text: FOR SYDNEY, via LYTTELTON and WELLINGTON.—WAKATIPU, s.s., about Saturday, the 4th November. Passengers by 9.30 a.m. train Saturday.: [478, 495, 628, 515]
- classified-ad-text: WANTED TO SELL, that well-known and old established Drapery Business in George street. Apply for particulars to Messrs Stanton and Richards.: [162, 912, 312, 932]
- to-let-ad: [634, 605, 786, 621]
- working-men-freeholds-ad: [952, 235, 1109, 317]
- stock-line: Large Stock of: [682, 151, 738, 159]
- brown-ewing-ad: [318, 105, 472, 231]
- ad-line: KIDDERMINSTER CARPETS,: [338, 160, 452, 169]
- ad-line: THURSDAY, 16th NOVEMBER,: [829, 155, 909, 162]
- classified-ad: [162, 301, 312, 324]
- corporation-heading: Corporation Notices.: [318, 449, 472, 461]
- classified-ad-text: FOR SALE.—Roslyn—Section and Cottage, four apartments and scullery; tenant, Mr Croll. Christie, Rosie Office.: [162, 96, 312, 110]
- to-let-ad: [634, 326, 786, 342]
- militia-ad: [478, 297, 628, 369]
- board-ad-text: CLAREMONT Boarding-house, situated in Moray place, near the First Church. Splendid accommodation for a number of Boarders.: [478, 239, 628, 259]
- sailed-label: SAILED.: [71, 375, 90, 382]
- sailing-ad: [478, 420, 628, 443]
- stock-line: COLORED BLANKETS: [661, 163, 759, 172]
- classified-ad-text: WANTED, a few Boarders; terms reasonable. Apply to Mrs Roils, King street.: [162, 452, 312, 465]
- classified-ad-text: WANTED, a good Machinist (must be good to cut and fit); also an Apprentice. Apply G. Davidson, Arcade.: [162, 361, 312, 375]
- high-water-heading: High Water.: [64, 234, 96, 241]
- classified-ad: [162, 247, 312, 263]
- classified-ad-text: GOOD Painters Wanted. Laves and Franklin, Princes street.: [168, 169, 302, 176]
- ad-line: At 1 o'clock.: [854, 111, 884, 118]
- notice-ad: [318, 279, 472, 316]
